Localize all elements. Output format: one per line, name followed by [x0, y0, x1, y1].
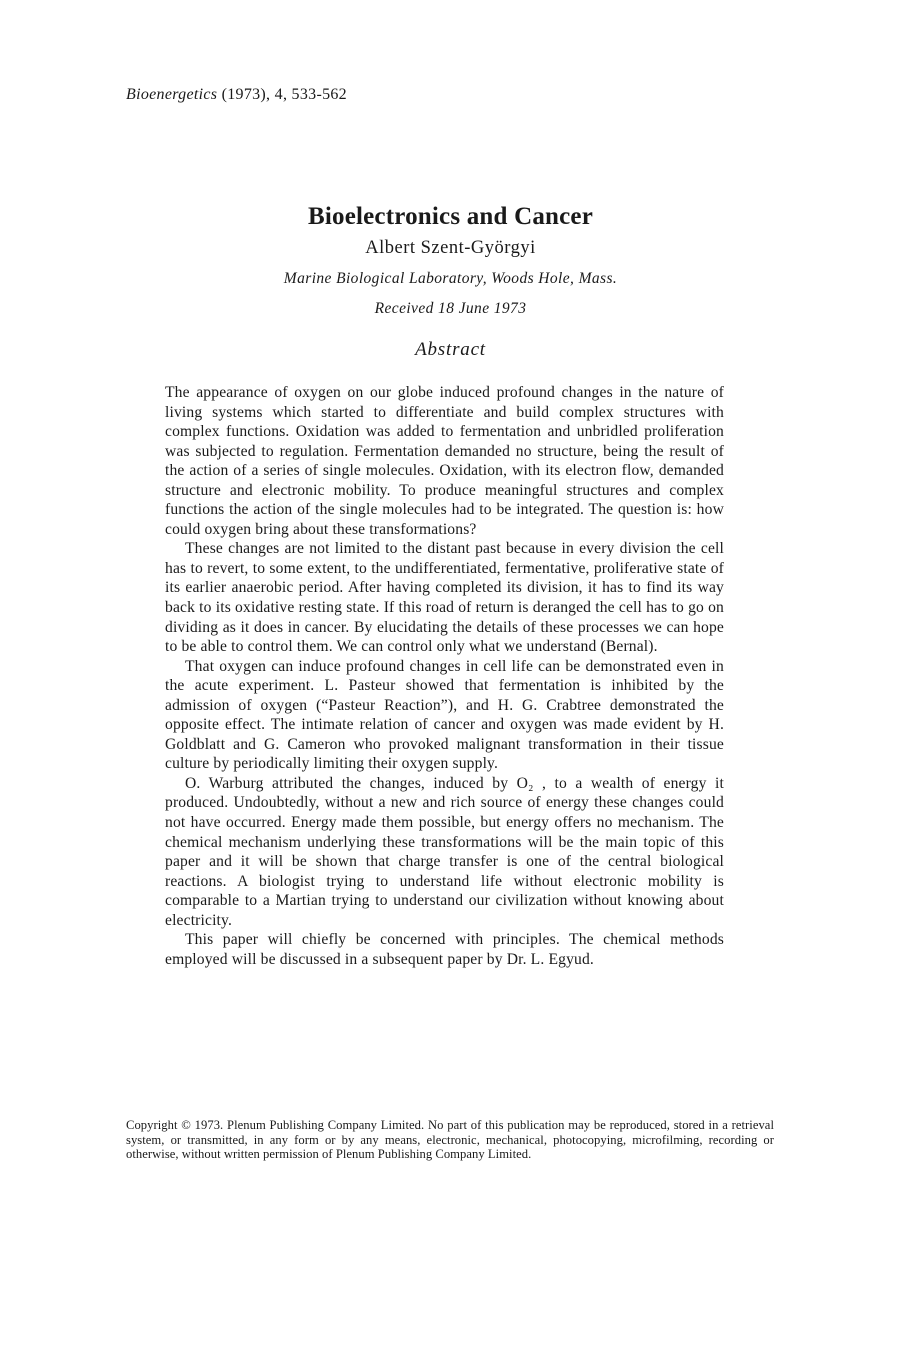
abstract-heading: Abstract — [415, 339, 486, 360]
abstract-body — [165, 383, 724, 969]
abstract-paragraph: These changes are not limited to the distant past because in every division the cell has to revert, to some extent, to the undifferentiated, fermentative, proliferative state of its earlier anaerobic period. After having completed its division, it has to find its way back to its oxidative resting state. If this road of return is deranged the cell has to go on dividing as it does in cancer. By elucidating the details of these processes we can hope to be able to control them. We can control only what we understand (Bernal). — [165, 540, 724, 656]
abstract-paragraph: That oxygen can induce profound changes in cell life can be demonstrated even in the acute experiment. L. Pasteur showed that fermentation is inhibited by the admission of oxygen (“Pasteur Reaction”), and H. G. Crabtree demonstrated the opposite effect. The intimate relation of cancer and oxygen was made evident by H. Goldblatt and G. Cameron who provoked malignant transformation in their tissue culture by periodically limiting their oxygen supply. — [165, 657, 724, 773]
received-date: Received 18 June 1973 — [374, 300, 527, 317]
copyright-notice: Copyright © 1973. Plenum Publishing Company Limited. No part of this publication may be reproduced, stored in a retrieval system, or transmitted, in any form or by any means, electronic, mechanical, photocopying, microfilming, recording or otherwise, without written permission of Plenum Publishing Company Limited. — [126, 1118, 774, 1162]
journal-volume-pages: (1973), 4, 533-562 — [221, 86, 347, 103]
abstract-paragraph: This paper will chiefly be concerned with principles. The chemical methods employed will be discussed in a subsequent paper by Dr. L. Egyud. — [165, 931, 724, 968]
journal-name: Bioenergetics — [126, 86, 218, 103]
abstract-paragraph: O. Warburg attributed the changes, induced by O₂ , to a wealth of energy it produced. Undoubtedly, without a new and rich source of energy these changes could not have occurred. Energy made them possible, but energy offers no mechanism. The chemical mechanism underlying these transformations will be the main topic of this paper and it will be shown that charge transfer is one of the central biological reactions. A biologist trying to understand life without electronic mobility is comparable to a Martian trying to understand our civilization without knowing about electricity. — [165, 774, 724, 929]
article-title: Bioelectronics and Cancer — [307, 203, 594, 230]
journal-citation — [126, 86, 347, 104]
article-author: Albert Szent-Györgyi — [365, 238, 536, 258]
author-affiliation: Marine Biological Laboratory, Woods Hole, Mass. — [283, 270, 618, 287]
abstract-paragraph: The appearance of oxygen on our globe induced profound changes in the nature of living systems which started to differentiate and build complex structures with complex functions. Oxidation was added to fermentation and unbridled proliferation was subjected to regulation. Fermentation demanded no structure, being the result of the action of a series of single molecules. Oxidation, with its electron flow, demanded structure and electronic mobility. To produce meaningful structures and complex functions the action of the single molecules had to be integrated. The question is: how could oxygen bring about these transformations? — [165, 384, 724, 538]
